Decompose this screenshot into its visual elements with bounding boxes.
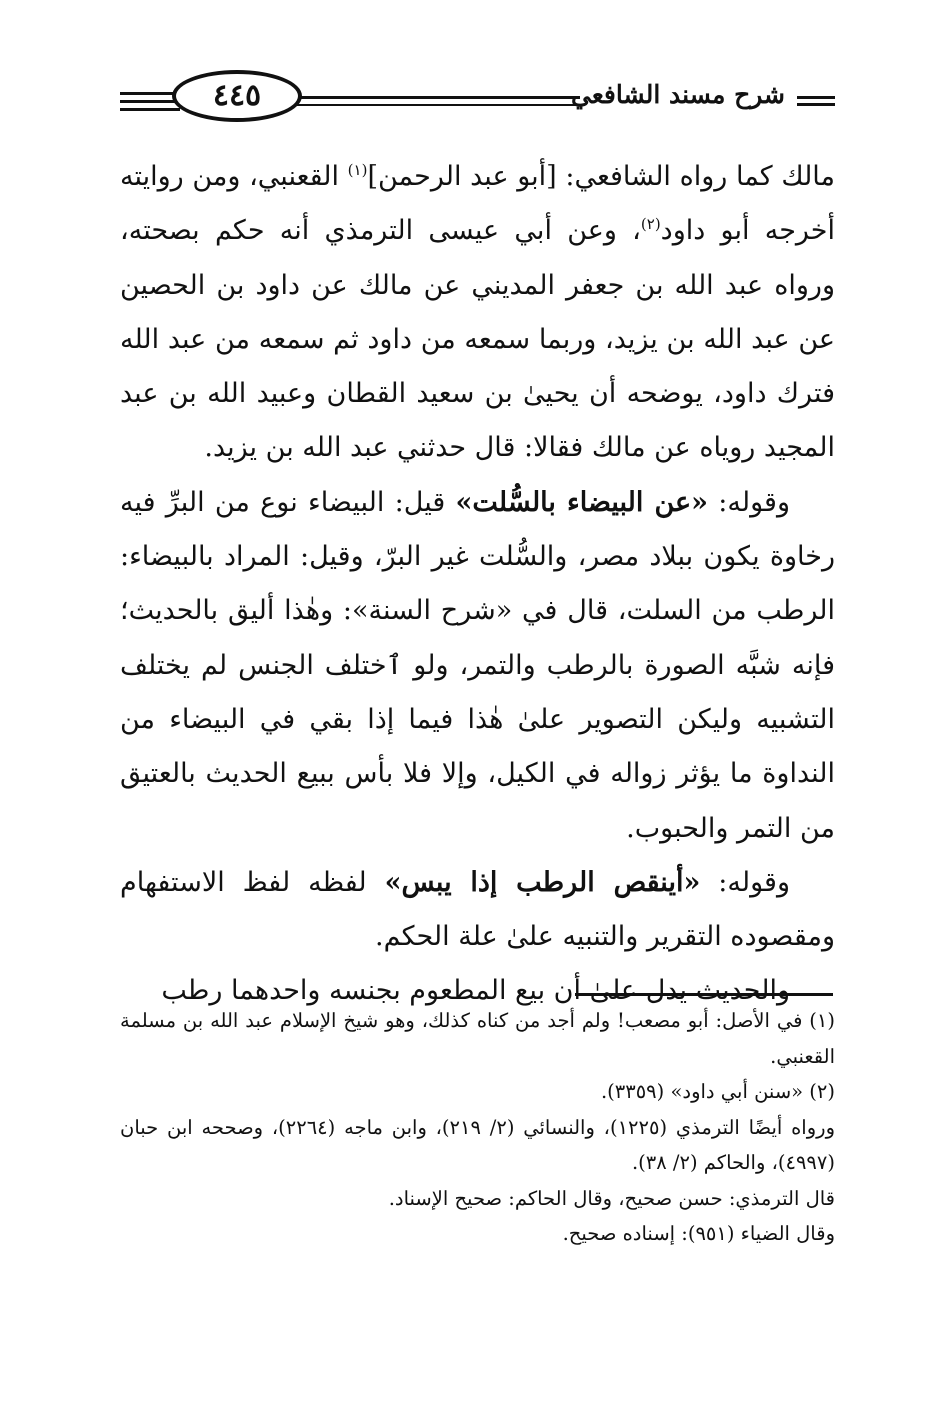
main-text (120, 150, 835, 1019)
paragraph-2 (120, 476, 835, 856)
paragraph-1-part-c: ، وعن أبي عيسى الترمذي أنه حكم بصحته، ورواه عبد الله بن جعفر المديني عن مالك عن داود بن الحصين عن عبد الله بن يزيد، وربما سمعه من داود ثم سمعه من عبد الله فترك داود، يوضحه أن يحيىٰ بن سعيد القطان وعبيد الله بن عبد المجيد روياه عن مالك فقالا: قال حدثني عبد الله بن يزيد. (120, 215, 835, 464)
paragraph-1-part-a: مالك كما رواه الشافعي: [أبو عبد الرحمن] (367, 161, 835, 192)
footnote-1: (١) في الأصل: أبو مصعب! ولم أجد من كناه كذلك، وهو شيخ الإسلام عبد الله بن مسلمة القعنبي. (120, 1009, 835, 1068)
page-header (120, 70, 835, 130)
header-rule-left-2 (120, 100, 180, 103)
footnote-ref-2[interactable]: (٢) (640, 215, 661, 234)
header-rule-bottom (250, 104, 580, 106)
header-rule-left-3 (120, 108, 180, 111)
footnote-ref-1[interactable]: (١) (347, 161, 368, 179)
paragraph-1 (120, 150, 835, 476)
paragraph-1-part-b: القعنبي، ومن روايته أخرجه أبو داود (120, 161, 835, 247)
paragraph-3-lead: وقوله: (700, 866, 790, 898)
paragraph-2-rest: قيل: البيضاء نوع من البرِّ فيه رخاوة يكون ببلاد مصر، والسُّلت غير البرّ، وقيل: المراد بالبيضاء: الرطب من السلت، قال في «شرح السنة»: وهٰذا أليق بالحديث؛ فإنه شبَّه الصورة بالرطب والتمر، ولو ٱختلف الجنس لم يختلف التشبيه وليكن التصوير علىٰ هٰذا فيما إذا بقي في البيضاء من النداوة ما يؤثر زواله في الكيل، وإلا فلا بأس ببيع الحديث بالعتيق من التمر والحبوب. (120, 486, 835, 844)
paragraph-3-quote: «أينقص الرطب إذا يبس» (384, 866, 701, 898)
paragraph-3-rest: لفظه لفظ الاستفهام ومقصوده التقرير والتنبيه علىٰ علة الحكم. (120, 866, 835, 953)
header-rule-left-1 (120, 92, 180, 95)
paragraph-2-quote: «عن البيضاء بالسُّلت» (455, 486, 709, 518)
footnote-2-continuation-2: قال الترمذي: حسن صحيح، وقال الحاكم: صحيح الإسناد. (388, 1186, 835, 1210)
footnote-2: (٢) «سنن أبي داود» (٣٣٥٩). (600, 1080, 835, 1103)
footnote-2-continuation-3: وقال الضياء (٩٥١): إسناده صحيح. (562, 1222, 835, 1245)
running-title: شرح مسند الشافعي (571, 80, 785, 109)
page-number: ٤٤٥ (172, 70, 302, 122)
footnote-2-continuation-1: ورواه أيضًا الترمذي (١٢٢٥)، والنسائي (٢/ ٢١٩)، وابن ماجه (٢٢٦٤)، وصححه ابن حبان (٤٩٩٧)، والحاكم (٢/ ٣٨). (120, 1115, 835, 1174)
paragraph-3 (120, 856, 835, 965)
header-ornament-right (797, 96, 835, 110)
footnote-separator (575, 993, 833, 996)
paragraph-4: والحديث يدل علىٰ أن بيع المطعوم بجنسه واحدهما رطب (161, 975, 790, 1007)
paragraph-2-lead: وقوله: (708, 486, 791, 518)
footnotes (120, 1003, 835, 1252)
